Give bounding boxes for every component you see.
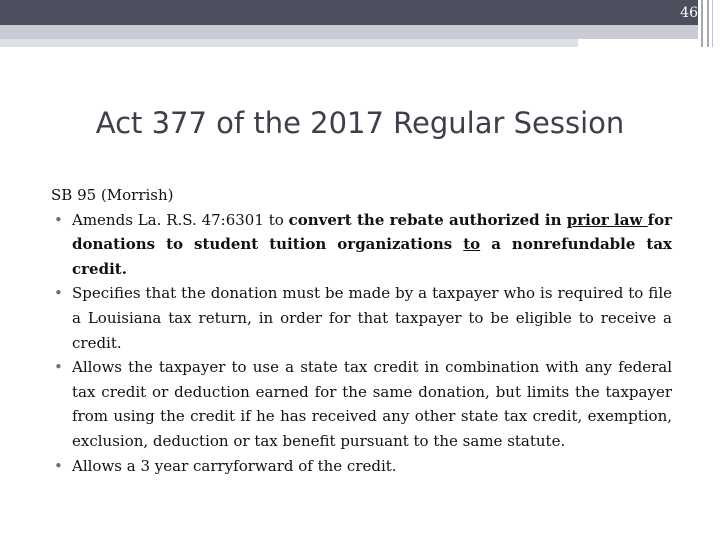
text-run-bold-underline: to <box>463 235 481 254</box>
header-band-mid <box>0 25 698 39</box>
text-run-bold: convert the rebate authorized in <box>288 210 567 229</box>
bullet-item <box>51 281 672 355</box>
text-run: Amends La. R.S. 47:6301 to <box>72 210 289 229</box>
header-rule <box>707 0 709 47</box>
text-run-bold: a nonrefundable tax credit. <box>72 235 672 278</box>
bullet-text: Allows a 3 year carryforward of the credit. <box>72 456 397 475</box>
bullet-item <box>51 454 672 479</box>
bullet-marker: • <box>54 456 63 475</box>
bullet-text: Specifies that the donation must be made by a taxpayer who is required to file a Louisiana tax return, in order for that taxpayer to be eligible to receive a credit. <box>72 284 672 352</box>
bullet-marker: • <box>54 210 63 229</box>
bullet-text <box>72 211 672 278</box>
slide-body <box>51 183 672 478</box>
page-number: 46 <box>680 5 698 21</box>
bullet-item <box>51 355 672 453</box>
header-rule <box>701 0 703 47</box>
bullet-list <box>51 208 672 479</box>
text-run-bold: for donations to student tuition organizations <box>72 210 672 254</box>
text-run-bold-underline: prior law <box>566 210 648 229</box>
bullet-marker: • <box>54 284 63 303</box>
bullet-item <box>51 208 672 282</box>
header-rule <box>712 0 713 47</box>
slide-title: Act 377 of the 2017 Regular Session <box>95 106 625 140</box>
header-band-dark <box>0 0 698 25</box>
bill-reference: SB 95 (Morrish) <box>51 186 174 204</box>
bullet-text: Allows the taxpayer to use a state tax credit in combination with any federal tax credit or deduction earned for the same donation, but limits the taxpayer from using the credit if he has received any other state tax credit, exemption, exclusion, deduction or tax benefit pursuant to the same statute. <box>72 358 672 450</box>
bullet-marker: • <box>54 358 63 377</box>
header-band-light <box>0 39 578 47</box>
